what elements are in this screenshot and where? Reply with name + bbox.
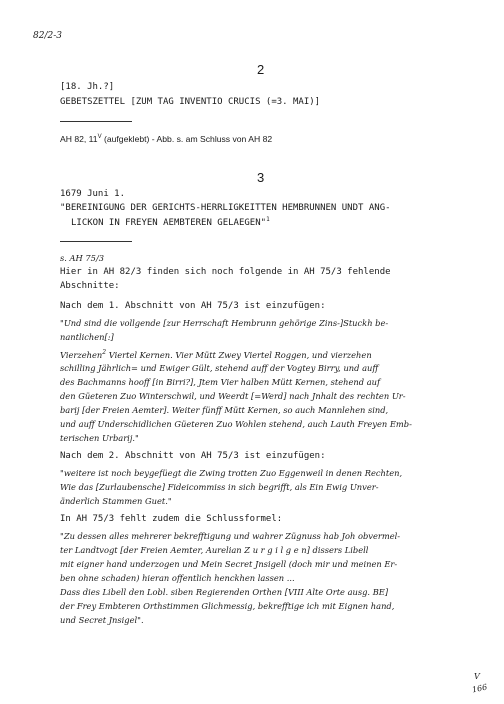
section3-line: mit eigner hand underzogen und Mein Secret Jnsigell (doch mir und meinen Er- xyxy=(60,559,398,569)
section3-line: ben ohne schaden) hieran offentlich henckhen lassen ... xyxy=(60,573,295,583)
section1-heading: Nach dem 1. Abschnitt von AH 75/3 ist einzufügen: xyxy=(60,301,326,311)
section2-heading: Nach dem 2. Abschnitt von AH 75/3 ist einzufügen: xyxy=(60,451,326,461)
entry3-title-line1: "BEREINIGUNG DER GERICHTS-HERRLIGKEITTEN HEMBRUNNEN UNDT ANG- xyxy=(60,203,391,213)
section3-heading: In AH 75/3 fehlt zudem die Schlussformel: xyxy=(60,514,283,524)
entry-number-2: 2 xyxy=(257,62,265,77)
entry2-source-pre: AH 82, 11 xyxy=(60,134,98,144)
section2-line: "weitere ist noch beygefüegt die Zwing trotten Zuo Eggenweil in denen Rechten, xyxy=(60,468,403,478)
section1-line: terischen Urbarij." xyxy=(60,433,139,443)
section3-line: und Secret Jnsigel". xyxy=(60,615,144,625)
note-reference: s. AH 75/3 xyxy=(60,253,105,263)
entry3-title-line2 xyxy=(71,216,270,228)
entry3-title-line2-text: LICKON IN FREYEN AEMBTEREN GELAEGEN" xyxy=(71,218,267,228)
section3-line: der Frey Embteren Orthstimmen Glichmessig, bekrefftige ich mit Eignen hand, xyxy=(60,601,395,611)
section1-line xyxy=(60,349,372,360)
footnote-marker-2: 2 xyxy=(102,349,107,356)
entry2-source-sup: V xyxy=(97,134,102,140)
entry3-date: 1679 Juni 1. xyxy=(60,189,126,199)
separator-rule-2 xyxy=(60,241,132,242)
section1-line: nantlichen[:] xyxy=(60,332,114,342)
intro-line-1: Hier in AH 82/3 finden sich noch folgende in AH 75/3 fehlende xyxy=(60,267,391,277)
folio-number: 166 xyxy=(471,682,489,695)
entry2-date: [18. Jh.?] xyxy=(60,82,115,92)
section1-line: des Bachmanns hooff [in Birri?], Jtem Vier halben Mütt Kernen, stehend auf xyxy=(60,377,381,387)
entry2-source-post: (aufgeklebt) - Abb. s. am Schluss von AH 82 xyxy=(101,134,273,144)
section1-line3-start: Vierzehen xyxy=(60,350,103,360)
section3-line: ter Landtvogt [der Freien Aemter, Aurelian Z u r g i l g e n] dissers Libell xyxy=(60,545,369,555)
section3-line: "Zu dessen alles mehrerer bekrefftigung und wahrer Zügnuss hab Joh obvermel- xyxy=(60,531,401,541)
section2-line: Wie das [Zurlaubensche] Fideicommiss in sich begrifft, als Ein Ewig Unver- xyxy=(60,482,379,492)
section1-line: und auff Underschidlichen Güeteren Zuo Wohlen stehend, auch Lauth Freyen Emb- xyxy=(60,419,412,429)
section1-line: barij [der Freien Aemter]. Weiter fünff Mütt Kernen, so auch Mannlehen sind, xyxy=(60,405,389,415)
entry2-source xyxy=(60,134,272,144)
section3-line: Dass dies Libell den Lobl. siben Regierenden Orthen [VIII Alte Orte ausg. BE] xyxy=(60,587,389,597)
footnote-marker-1: 1 xyxy=(266,216,270,223)
archive-reference: 82/2-3 xyxy=(33,31,62,41)
separator-rule xyxy=(60,121,132,122)
section2-line: änderlich Stammen Guet." xyxy=(60,496,172,506)
entry2-title: GEBETSZETTEL [ZUM TAG INVENTIO CRUCIS (=3. MAI)] xyxy=(60,97,321,107)
intro-line-2: Abschnitte: xyxy=(60,281,120,291)
section1-line3-rest: Viertel Kernen. Vier Mütt Zwey Viertel Roggen, und vierzehen xyxy=(106,350,372,360)
section1-line: "Und sind die vollgende [zur Herrschaft Hembrunn gehörige Zins-]Stuckh be- xyxy=(60,318,389,328)
section1-line: schilling Jährlich= und Ewiger Gült, stehend auff der Vogtey Birry, und auff xyxy=(60,363,379,373)
entry-number-3: 3 xyxy=(257,170,265,185)
margin-mark: V xyxy=(474,672,480,681)
section1-line: den Güeteren Zuo Winterschwil, und Weerdt [=Werd] nach Jnhalt des rechten Ur- xyxy=(60,391,406,401)
